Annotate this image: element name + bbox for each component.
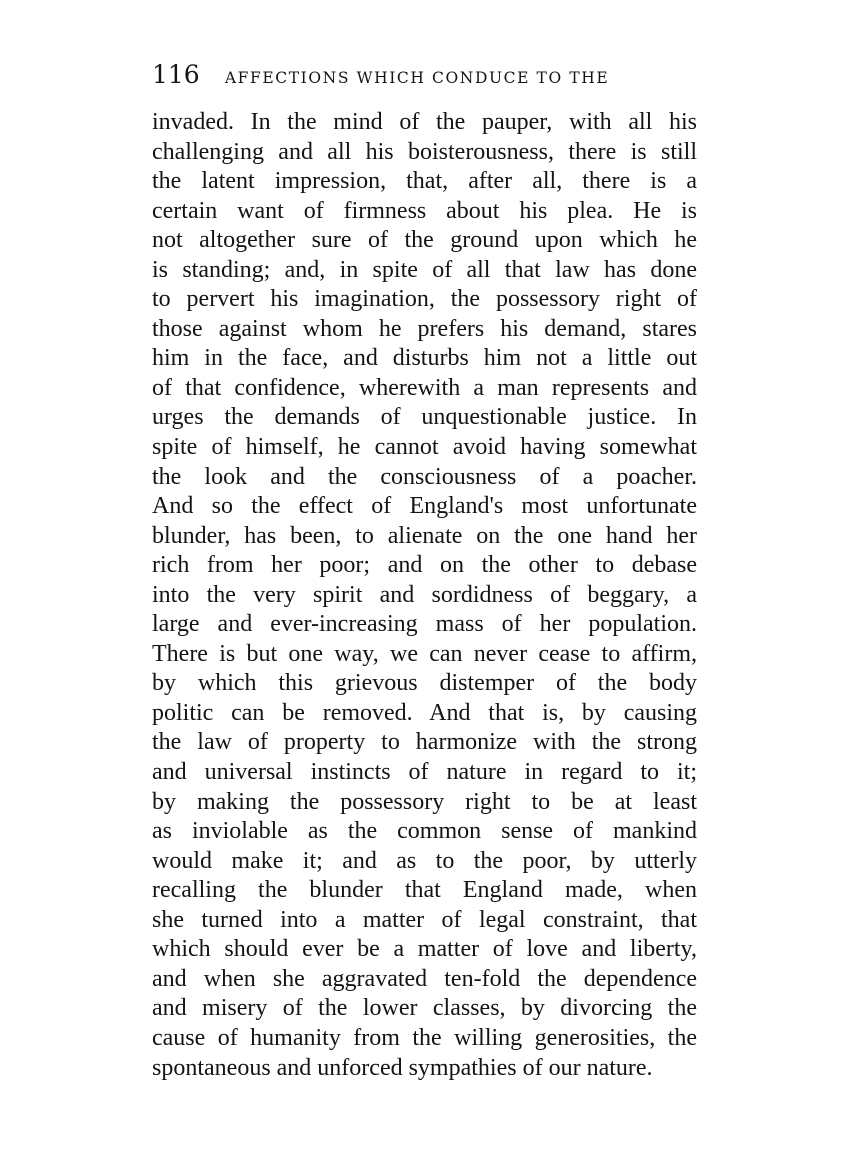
text-line: not altogether sure of the ground upon which he <box>152 227 697 254</box>
text-line: him in the face, and disturbs him not a little out <box>152 345 697 372</box>
text-line: which should ever be a matter of love and liberty, <box>152 936 697 963</box>
text-line: blunder, has been, to alienate on the one hand her <box>152 522 697 549</box>
text-line: rich from her poor; and on the other to debase <box>152 552 697 579</box>
text-line: invaded. In the mind of the pauper, with all his <box>152 109 697 135</box>
text-line: certain want of firmness about his plea. He is <box>152 197 697 224</box>
text-line: And so the effect of England's most unfortunate <box>152 493 697 520</box>
text-line: into the very spirit and sordidness of beggary, a <box>152 581 697 608</box>
text-line: challenging and all his boisterousness, there is still <box>152 138 697 165</box>
text-line: as inviolable as the common sense of mankind <box>152 818 697 845</box>
body-text <box>152 108 697 1083</box>
text-line: urges the demands of unquestionable justice. In <box>152 404 697 431</box>
text-line: the law of property to harmonize with the strong <box>152 729 697 756</box>
text-line: by making the possessory right to be at least <box>152 788 697 815</box>
text-line: and misery of the lower classes, by divorcing the <box>152 995 697 1022</box>
text-line: would make it; and as to the poor, by utterly <box>152 847 697 874</box>
text-line: politic can be removed. And that is, by causing <box>152 699 697 726</box>
running-head-title: AFFECTIONS WHICH CONDUCE TO THE <box>224 69 610 87</box>
text-line: the latent impression, that, after all, there is a <box>152 168 697 195</box>
text-line: those against whom he prefers his demand, stares <box>152 315 697 342</box>
text-line: is standing; and, in spite of all that law has done <box>152 256 697 283</box>
text-line: and when she aggravated ten-fold the dependence <box>152 965 697 992</box>
text-line: spite of himself, he cannot avoid having somewhat <box>152 434 697 461</box>
text-line: There is but one way, we can never cease to affirm, <box>152 640 697 667</box>
text-line: recalling the blunder that England made, when <box>152 877 697 904</box>
text-line: and universal instincts of nature in regard to it; <box>152 759 697 786</box>
text-line: large and ever-increasing mass of her population. <box>152 611 697 638</box>
page-number: 116 <box>152 60 200 89</box>
text-line-last: spontaneous and unforced sympathies of our nature. <box>152 1054 653 1081</box>
text-line: by which this grievous distemper of the body <box>152 670 697 697</box>
text-line: to pervert his imagination, the possessory right of <box>152 286 697 313</box>
text-line: she turned into a matter of legal constraint, that <box>152 906 697 933</box>
text-line: of that confidence, wherewith a man represents and <box>152 374 697 401</box>
text-line: cause of humanity from the willing generosities, the <box>152 1024 697 1051</box>
text-line: the look and the consciousness of a poacher. <box>152 463 697 490</box>
running-head <box>152 58 712 92</box>
